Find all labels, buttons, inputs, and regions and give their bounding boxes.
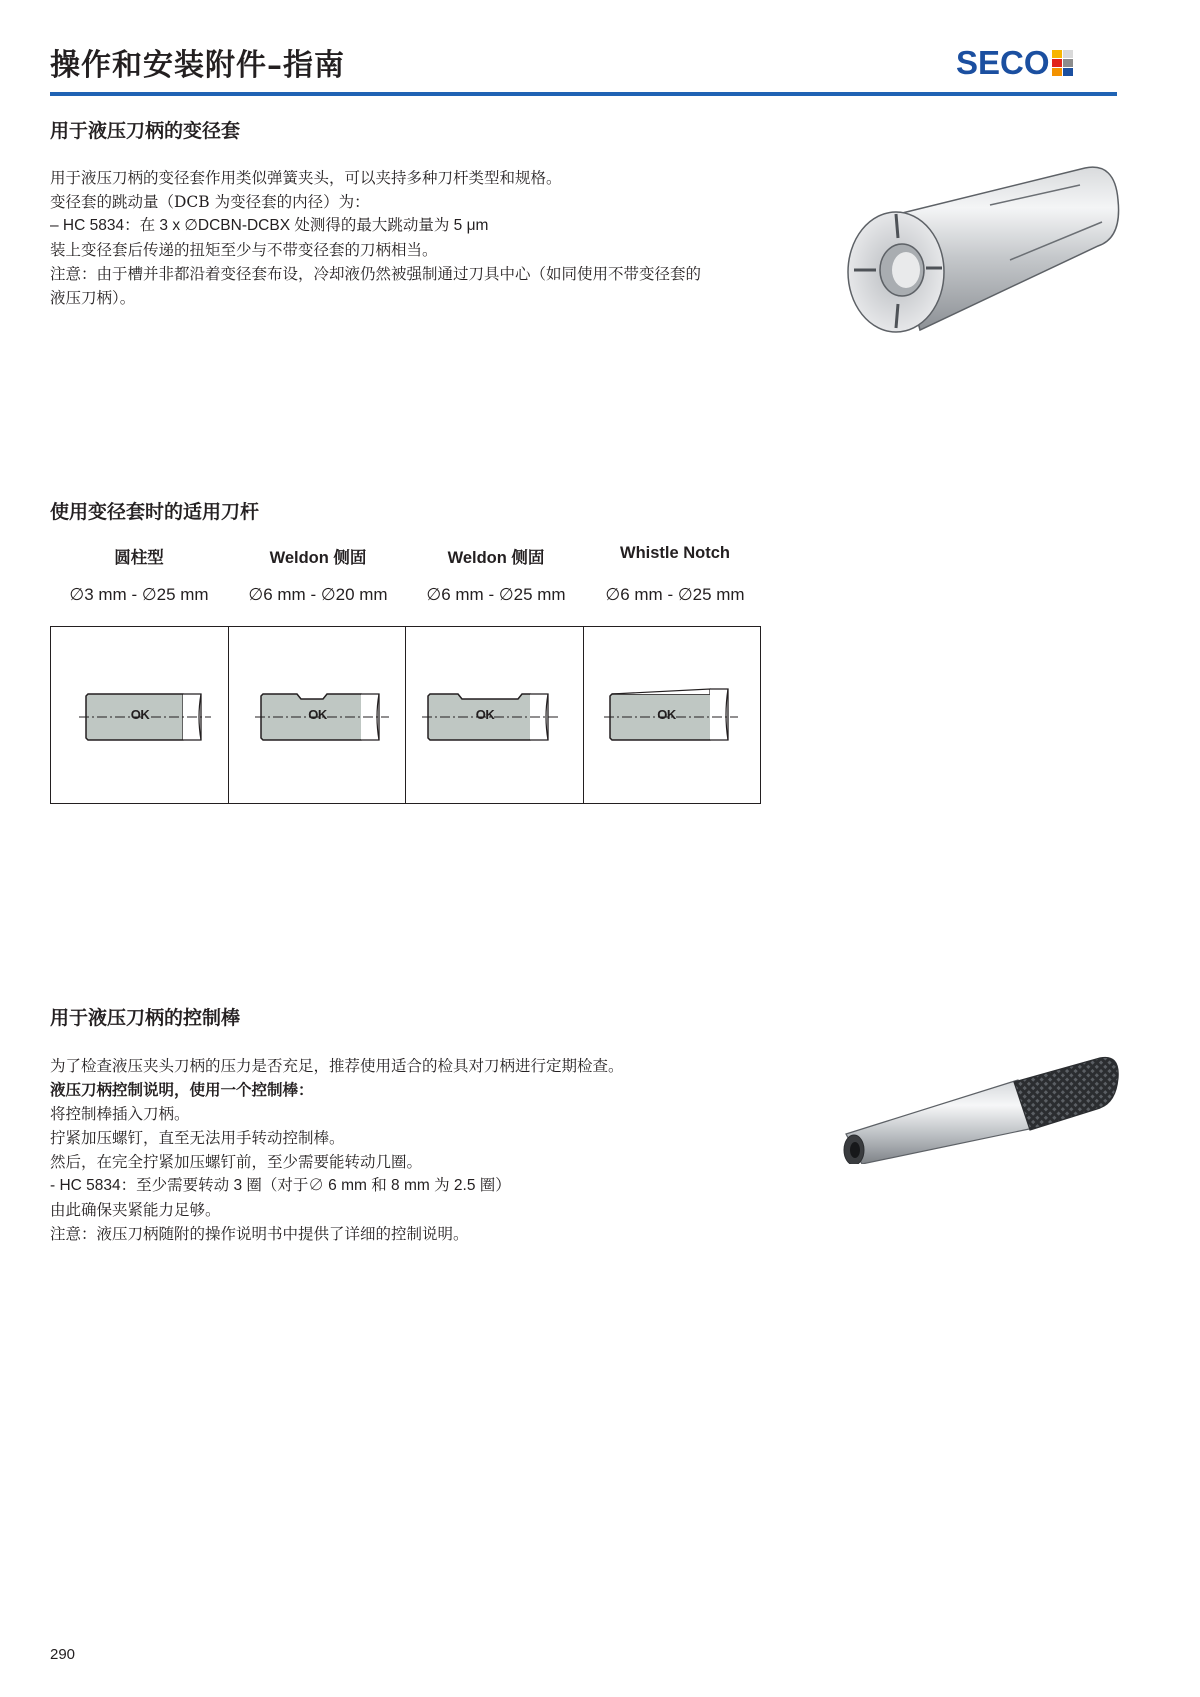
seco-logo (956, 46, 1073, 80)
text-line: 由此确保夹紧能力足够。 (50, 1201, 221, 1219)
text-line: 将控制棒插入刀柄。 (50, 1105, 190, 1123)
shank-cell-weldon (229, 627, 407, 803)
page-title: 操作和安装附件–指南 (50, 48, 345, 83)
ok-label: OK (475, 707, 495, 722)
shank-types-table (50, 626, 761, 804)
text-line: 液压刀柄）。 (50, 289, 136, 307)
reducer-sleeve-image (840, 160, 1130, 365)
column-diameter-range: ∅6 mm - ∅25 mm (426, 585, 566, 604)
column-title-whistle-notch: Whistle Notch (620, 544, 730, 562)
text-line: 然后，在完全拧紧加压螺钉前，至少需要能转动几圈。 (50, 1153, 423, 1171)
ok-label: OK (308, 707, 327, 722)
text-line: 液压刀柄控制说明，使用一个控制棒： (50, 1080, 314, 1099)
control-bar-description (50, 1054, 624, 1246)
control-bar-image (838, 1052, 1120, 1164)
text-line: - HC 5834：至少需要转动 3 圈（对于∅ 6 mm 和 8 mm 为 2.5 圈） (50, 1177, 511, 1194)
column-diameter-range: ∅6 mm - ∅25 mm (605, 585, 745, 604)
section-heading-compatible-shanks: 使用变径套时的适用刀杆 (50, 501, 260, 523)
column-title-weldon: Weldon 侧固 (269, 549, 367, 567)
column-title-cylindrical: 圆柱型 (114, 549, 164, 567)
text-line: 变径套的跳动量（DCB 为变径套的内径）为： (50, 193, 370, 211)
ok-label: OK (130, 707, 150, 722)
reducer-sleeve-description (50, 166, 701, 310)
logo-text: SECO (956, 44, 1050, 81)
column-diameter-range: ∅6 mm - ∅20 mm (248, 585, 388, 604)
shank-cell-whistle-notch (584, 627, 761, 803)
section-heading-control-bar: 用于液压刀柄的控制棒 (50, 1007, 241, 1029)
ok-label: OK (657, 707, 676, 722)
shank-cell-weldon (406, 627, 584, 803)
section-heading-reducer-sleeve: 用于液压刀柄的变径套 (50, 120, 241, 142)
column-title-weldon: Weldon 侧固 (447, 549, 545, 567)
column-diameter-range: ∅3 mm - ∅25 mm (69, 585, 209, 604)
text-line: 为了检查液压夹头刀柄的压力是否充足，推荐使用适合的检具对刀柄进行定期检查。 (50, 1057, 624, 1075)
text-line: 拧紧加压螺钉，直至无法用手转动控制棒。 (50, 1129, 345, 1147)
logo-squares-icon (1052, 50, 1073, 76)
text-line: 注意：液压刀柄随附的操作说明书中提供了详细的控制说明。 (50, 1225, 469, 1243)
text-line: 注意：由于槽并非都沿着变径套布设，冷却液仍然被强制通过刀具中心（如同使用不带变径套的 (50, 265, 702, 283)
header-rule (50, 92, 1117, 96)
page-number: 290 (50, 1646, 76, 1663)
shank-cell-cylindrical (51, 627, 229, 803)
text-line: 装上变径套后传递的扭矩至少与不带变径套的刀柄相当。 (50, 241, 438, 259)
text-line: – HC 5834：在 3 x ∅DCBN-DCBX 处测得的最大跳动量为 5 μm (50, 217, 489, 234)
text-line: 用于液压刀柄的变径套作用类似弹簧夹头，可以夹持多种刀杆类型和规格。 (50, 169, 562, 187)
